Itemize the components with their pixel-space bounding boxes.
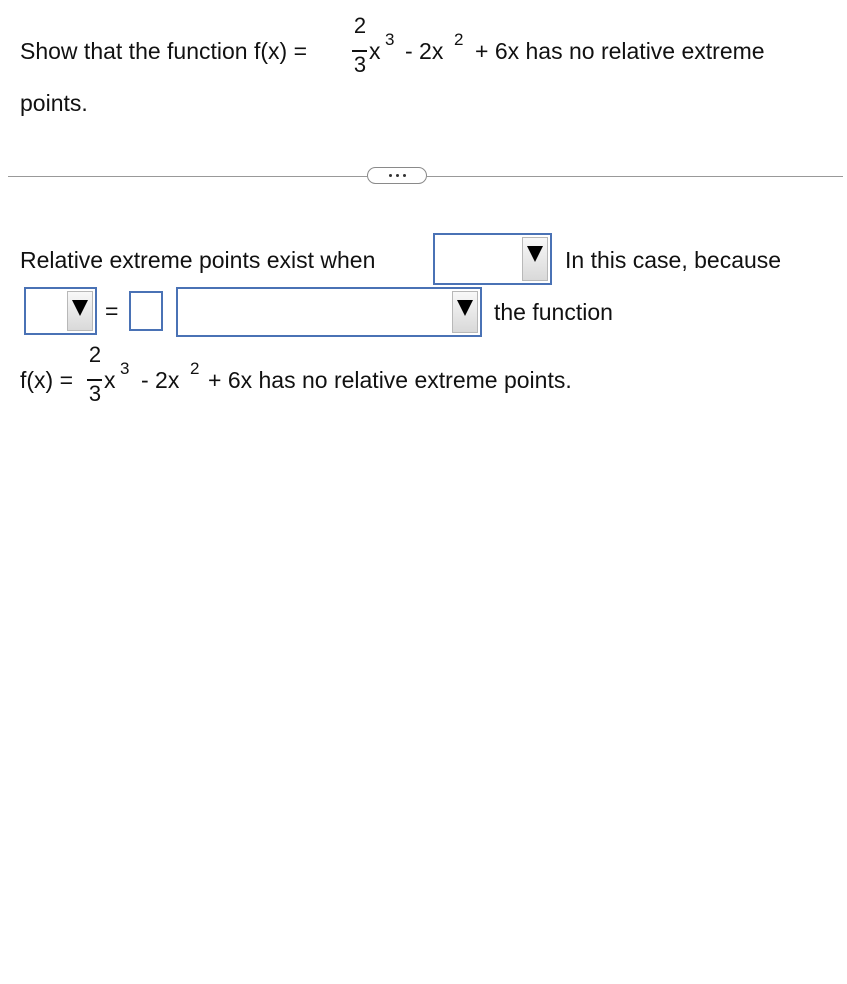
condition-dropdown[interactable] [433, 233, 552, 285]
question-frac-den: 3 [353, 52, 367, 77]
answer-exp1: 3 [120, 359, 130, 378]
question-frac-num: 2 [353, 13, 367, 38]
equals-sign: = [105, 298, 119, 324]
answer-frac-den: 3 [88, 381, 102, 406]
question-line2: points. [20, 90, 88, 116]
answer-mid: - 2x [141, 367, 180, 393]
question-exp1: 3 [385, 30, 395, 49]
question-exp2: 2 [454, 30, 464, 49]
answer-frac-num: 2 [88, 342, 102, 367]
question-prefix: Show that the function f(x) = [20, 38, 308, 64]
answer-exp2: 2 [190, 359, 200, 378]
answer-suffix: + 6x has no relative extreme points. [208, 367, 572, 393]
answer-line1-text: Relative extreme points exist when [20, 247, 376, 273]
answer-line2-after: the function [494, 299, 613, 325]
ellipsis-icon [389, 174, 392, 177]
chevron-down-icon [72, 300, 88, 316]
answer-line1-after: In this case, because [565, 247, 782, 273]
condition-dropdown-arrow[interactable] [522, 237, 548, 281]
question-mid: - 2x [405, 38, 444, 64]
expand-more-button[interactable] [367, 167, 427, 184]
reason-dropdown[interactable] [176, 287, 482, 337]
answer-f-label: f(x) = [20, 367, 74, 393]
chevron-down-icon [527, 246, 543, 262]
divider-right [427, 176, 843, 177]
value-input[interactable] [129, 291, 163, 331]
question-x1: x [369, 38, 381, 64]
chevron-down-icon [457, 300, 473, 316]
derivative-dropdown-arrow[interactable] [67, 291, 93, 331]
answer-x1: x [104, 367, 116, 393]
derivative-dropdown[interactable] [24, 287, 97, 335]
reason-dropdown-arrow[interactable] [452, 291, 478, 333]
question-suffix: + 6x has no relative extreme [475, 38, 765, 64]
divider-left [8, 176, 367, 177]
